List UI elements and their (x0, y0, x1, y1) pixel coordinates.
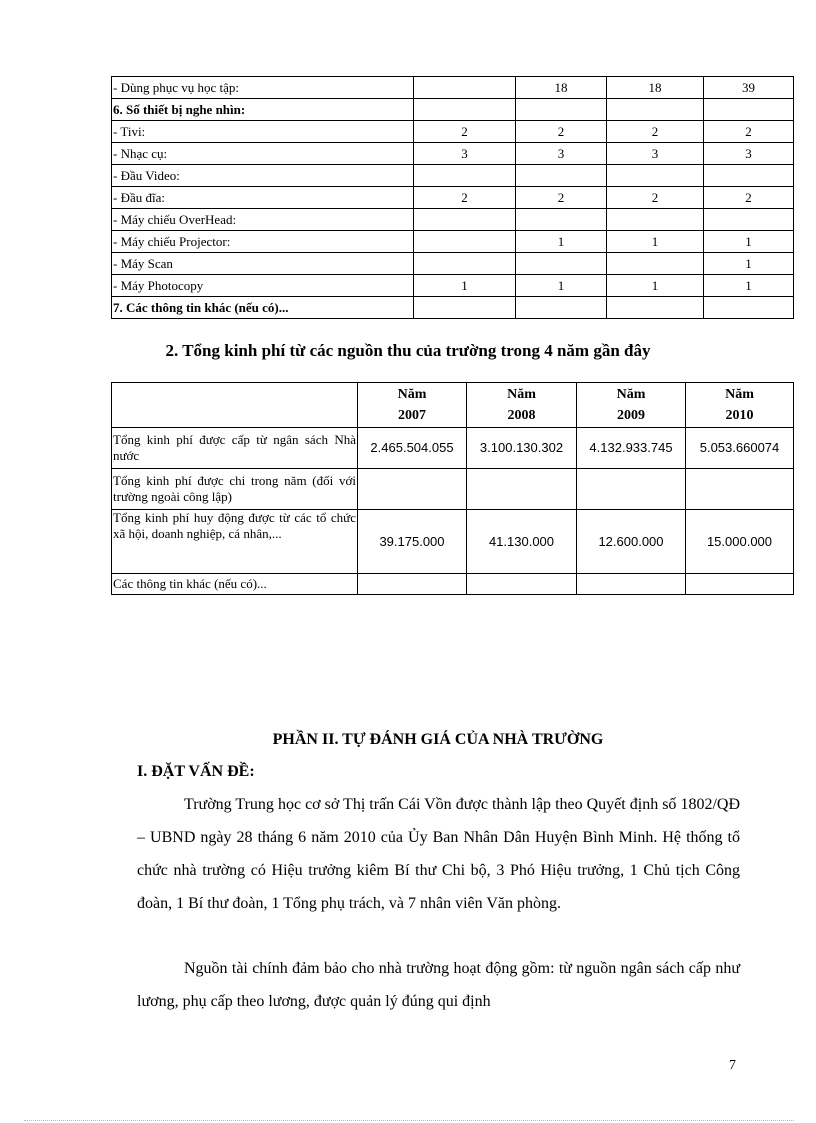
equipment-count (414, 297, 516, 319)
funding-value: 4.132.933.745 (577, 428, 686, 469)
equipment-count: 3 (607, 143, 704, 165)
funding-value: 12.600.000 (577, 510, 686, 574)
table-row (112, 510, 794, 574)
table-row (112, 231, 794, 253)
equipment-count: 2 (704, 187, 794, 209)
paragraph: Trường Trung học cơ sở Thị trấn Cái Vồn được thành lập theo Quyết định số 1802/QĐ – UBND ngày 28 tháng 6 năm 2010 của Ủy Ban Nhân Dân Huyện Bình Minh. Hệ thống tổ chức nhà trường có Hiệu trưởng kiêm Bí thư Chi bộ, 3 Phó Hiệu trưởng, 1 Chủ tịch Công đoàn, 1 Bí thư đoàn, 1 Tổng phụ trách, và 7 nhân viên Văn phòng. (137, 796, 740, 912)
funding-value (358, 469, 467, 510)
funding-value (577, 469, 686, 510)
equipment-count (516, 297, 607, 319)
equipment-count: 39 (704, 77, 794, 99)
equipment-count (414, 77, 516, 99)
equipment-count (704, 209, 794, 231)
funding-section-title: 2. Tổng kinh phí từ các nguồn thu của trường trong 4 năm gần đây (165, 341, 651, 360)
equipment-count (704, 297, 794, 319)
paragraph: Nguồn tài chính đảm bảo cho nhà trường hoạt động gồm: từ nguồn ngân sách cấp như lương, phụ cấp theo lương, được quản lý đúng qui định (137, 960, 740, 1010)
equipment-count: 18 (607, 77, 704, 99)
equipment-count: 2 (414, 121, 516, 143)
equipment-count (516, 99, 607, 121)
equipment-count: 18 (516, 77, 607, 99)
equipment-label: - Đầu Video: (112, 165, 414, 187)
funding-value (358, 574, 467, 595)
equipment-count: 2 (516, 121, 607, 143)
equipment-label: 6. Số thiết bị nghe nhìn: (112, 99, 414, 121)
equipment-count: 2 (607, 187, 704, 209)
equipment-label: - Máy chiếu Projector: (112, 231, 414, 253)
equipment-count: 1 (607, 231, 704, 253)
funding-row-label: Các thông tin khác (nếu có)... (112, 574, 358, 595)
funding-header-cell: Năm 2007 (358, 383, 467, 428)
equipment-count: 1 (414, 275, 516, 297)
equipment-count (704, 99, 794, 121)
section-title: I. ĐẶT VẤN ĐỀ: (137, 763, 255, 780)
funding-header-cell: Năm 2009 (577, 383, 686, 428)
equipment-count (414, 165, 516, 187)
equipment-label: - Máy chiếu OverHead: (112, 209, 414, 231)
funding-value: 39.175.000 (358, 510, 467, 574)
equipment-table (111, 76, 794, 319)
table-row (112, 469, 794, 510)
equipment-count (516, 253, 607, 275)
table-row (112, 77, 794, 99)
equipment-label: - Tivi: (112, 121, 414, 143)
equipment-count (516, 209, 607, 231)
equipment-count: 2 (516, 187, 607, 209)
equipment-count: 2 (414, 187, 516, 209)
funding-header-row (112, 383, 794, 428)
table-row (112, 253, 794, 275)
funding-value: 2.465.504.055 (358, 428, 467, 469)
equipment-count (607, 99, 704, 121)
funding-value (467, 469, 577, 510)
equipment-count (414, 209, 516, 231)
funding-value (686, 469, 794, 510)
equipment-count (704, 165, 794, 187)
table-row (112, 99, 794, 121)
equipment-count: 3 (414, 143, 516, 165)
table-row (112, 165, 794, 187)
funding-header-cell: Năm 2008 (467, 383, 577, 428)
equipment-label: - Nhạc cụ: (112, 143, 414, 165)
equipment-count: 1 (607, 275, 704, 297)
equipment-count: 1 (516, 231, 607, 253)
equipment-count: 3 (704, 143, 794, 165)
funding-value (577, 574, 686, 595)
equipment-count: 2 (607, 121, 704, 143)
footer-divider (24, 1120, 794, 1121)
funding-row-label: Tổng kinh phí được chi trong năm (đối với trường ngoài công lập) (112, 469, 358, 510)
equipment-label: - Dùng phục vụ học tập: (112, 77, 414, 99)
table-row (112, 121, 794, 143)
equipment-count (414, 253, 516, 275)
funding-value: 41.130.000 (467, 510, 577, 574)
equipment-label: - Máy Photocopy (112, 275, 414, 297)
funding-row-label: Tổng kinh phí huy động được từ các tổ chức xã hội, doanh nghiệp, cá nhân,... (112, 510, 358, 574)
equipment-label: - Máy Scan (112, 253, 414, 275)
equipment-count (607, 297, 704, 319)
funding-value (686, 574, 794, 595)
equipment-count (607, 209, 704, 231)
equipment-count (607, 165, 704, 187)
table-row (112, 574, 794, 595)
equipment-count: 1 (704, 275, 794, 297)
table-row (112, 187, 794, 209)
table-row (112, 297, 794, 319)
equipment-count (414, 231, 516, 253)
page-number: 7 (729, 1058, 736, 1073)
equipment-count: 1 (704, 253, 794, 275)
equipment-count (414, 99, 516, 121)
funding-header-blank (112, 383, 358, 428)
table-row (112, 428, 794, 469)
funding-value: 15.000.000 (686, 510, 794, 574)
equipment-count: 2 (704, 121, 794, 143)
table-row (112, 143, 794, 165)
part-title: PHẦN II. TỰ ĐÁNH GIÁ CỦA NHÀ TRƯỜNG (272, 731, 604, 748)
funding-value (467, 574, 577, 595)
funding-value: 3.100.130.302 (467, 428, 577, 469)
funding-value: 5.053.660074 (686, 428, 794, 469)
funding-header-cell: Năm 2010 (686, 383, 794, 428)
equipment-count (516, 165, 607, 187)
equipment-label: - Đầu đĩa: (112, 187, 414, 209)
equipment-count: 1 (516, 275, 607, 297)
equipment-count: 3 (516, 143, 607, 165)
table-row (112, 275, 794, 297)
equipment-count (607, 253, 704, 275)
funding-table (111, 382, 794, 595)
funding-row-label: Tổng kinh phí được cấp từ ngân sách Nhà nước (112, 428, 358, 469)
equipment-count: 1 (704, 231, 794, 253)
equipment-label: 7. Các thông tin khác (nếu có)... (112, 297, 414, 319)
table-row (112, 209, 794, 231)
